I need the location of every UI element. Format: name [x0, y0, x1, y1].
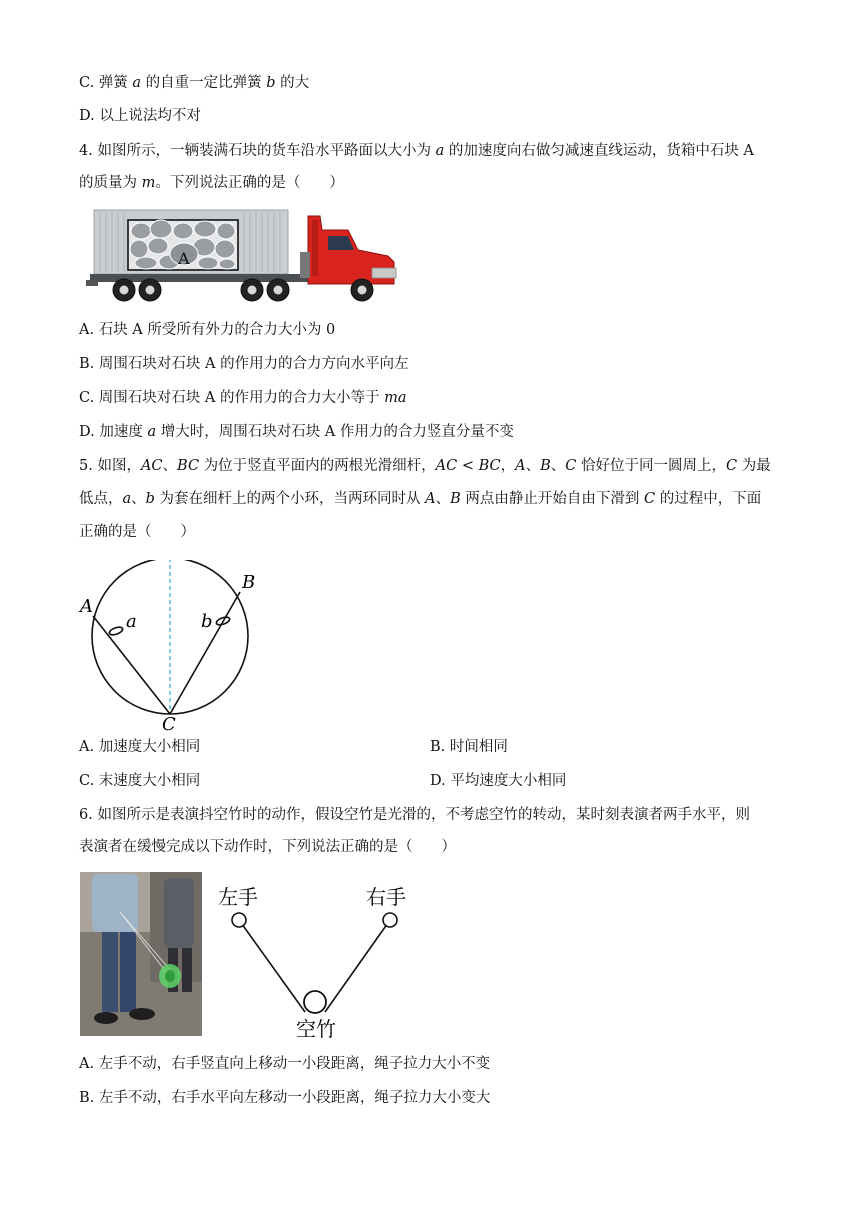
q5-option-b[interactable]: B. 时间相同 [430, 739, 508, 755]
diabolo-circle [304, 991, 326, 1013]
circle-rods-figure [74, 560, 264, 732]
ring-b-label: b [201, 611, 213, 632]
left-hand-label: 左手 [218, 885, 258, 909]
left-hand-point [232, 913, 246, 927]
point-c-label: C [162, 714, 176, 732]
q5-option-a[interactable]: A. 加速度大小相同 [79, 739, 201, 755]
point-b-label: B [242, 572, 256, 593]
q4-stem-line1: 4. 如图所示，一辆装满石块的货车沿水平路面以大小为 a 的加速度向右做匀减速直线运动，货箱中石块 A [79, 143, 754, 159]
q4-option-d[interactable]: D. 加速度 a 增大时，周围石块对石块 A 作用力的合力竖直分量不变 [79, 424, 514, 440]
q5-option-d[interactable]: D. 平均速度大小相同 [430, 773, 567, 789]
q4-stem-line2: 的质量为 m。下列说法正确的是（ ） [79, 175, 344, 191]
point-a-label: A [80, 596, 93, 617]
diabolo-label: 空竹 [296, 1017, 336, 1041]
q5-stem-line3: 正确的是（ ） [79, 524, 195, 540]
diabolo-performer-photo [80, 872, 202, 1036]
q5-stem-line2: 低点，a、b 为套在细杆上的两个小环，当两环同时从 A、B 两点由静止开始自由下滑到 C 的过程中，下面 [79, 491, 762, 507]
stone-a-label: A [178, 249, 190, 268]
q5-option-c[interactable]: C. 末速度大小相同 [79, 773, 201, 789]
right-hand-point [383, 913, 397, 927]
q6-option-b[interactable]: B. 左手不动，右手水平向左移动一小段距离，绳子拉力大小变大 [79, 1090, 491, 1106]
rope-diagram [212, 876, 422, 1042]
q6-option-a[interactable]: A. 左手不动，右手竖直向上移动一小段距离，绳子拉力大小不变 [79, 1056, 491, 1072]
q4-option-c[interactable]: C. 周围石块对石块 A 的作用力的合力大小等于 ma [79, 390, 407, 406]
q5-stem-line1: 5. 如图，AC、BC 为位于竖直平面内的两根光滑细杆，AC < BC，A、B、C 恰好位于同一圆周上，C 为最 [79, 458, 771, 474]
q6-stem-line1: 6. 如图所示是表演抖空竹时的动作，假设空竹是光滑的，不考虑空竹的转动，某时刻表演者两手水平，则 [79, 807, 750, 823]
ring-a-label: a [126, 611, 137, 632]
q4-option-a[interactable]: A. 石块 A 所受所有外力的合力大小为 0 [79, 322, 336, 338]
q3-option-d[interactable]: D. 以上说法均不对 [79, 108, 201, 124]
q6-stem-line2: 表演者在缓慢完成以下动作时，下列说法正确的是（ ） [79, 839, 456, 855]
q3-option-c[interactable]: C. 弹簧 a 的自重一定比弹簧 b 的大 [79, 75, 310, 91]
truck-figure [86, 206, 402, 306]
right-hand-label: 右手 [366, 885, 406, 909]
q4-option-b[interactable]: B. 周围石块对石块 A 的作用力的合力方向水平向左 [79, 356, 409, 372]
